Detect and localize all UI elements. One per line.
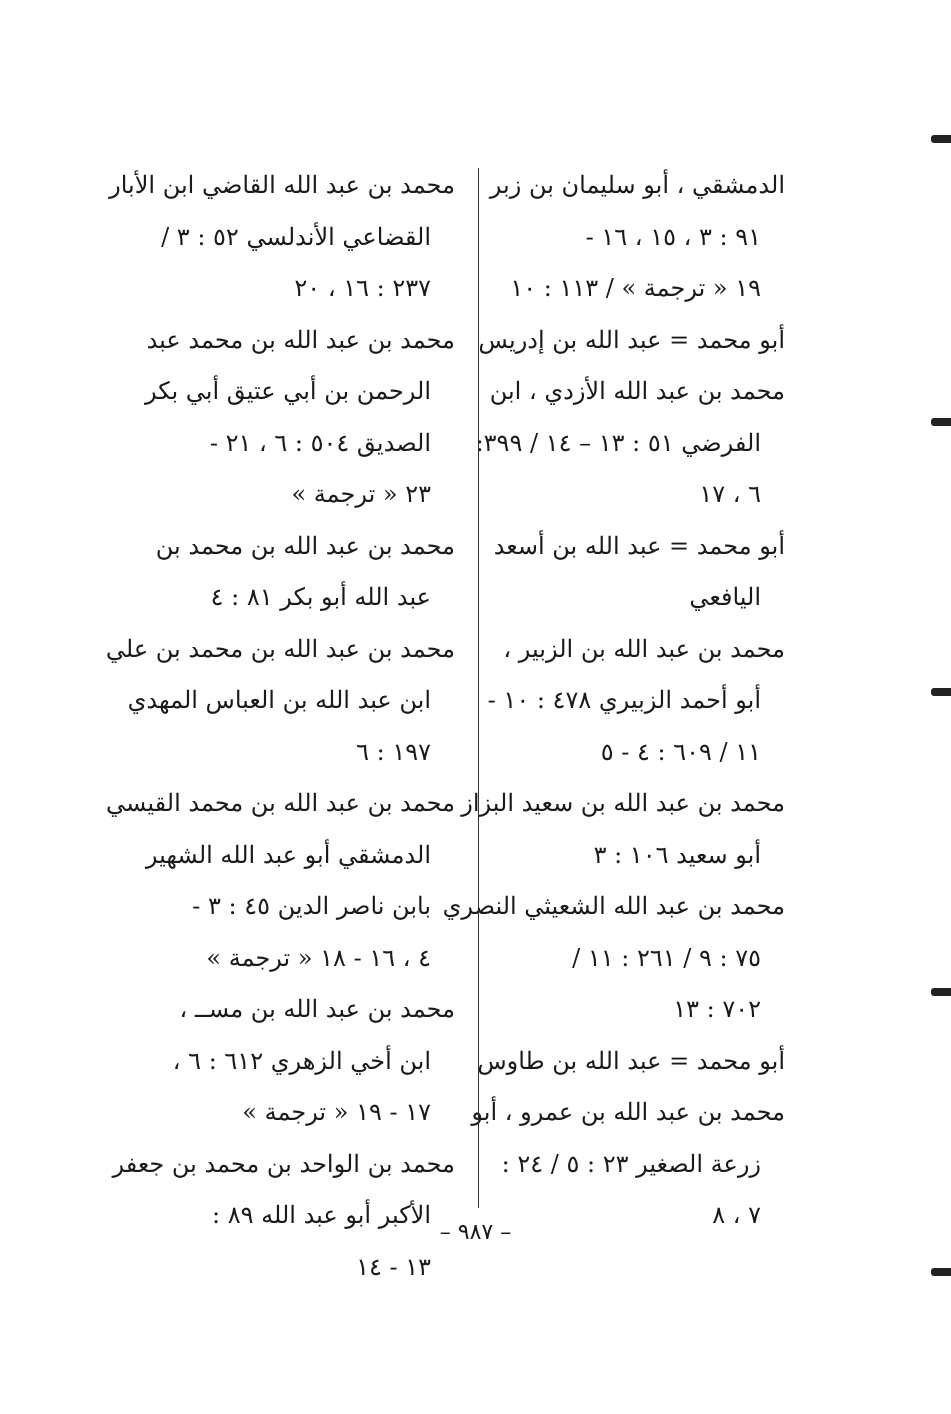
index-line: ١١ / ٦٠٩ : ٤ - ٥ [600, 737, 761, 766]
index-line: ٤ ، ١٦ - ١٨ « ترجمة » [206, 943, 431, 972]
scan-edge-mark [931, 688, 951, 696]
index-line: ٢٣٧ : ١٦ ، ٢٠ [294, 274, 431, 302]
index-line: محمد بن عبد الله بن محمد عبد [146, 325, 455, 354]
page-number: – ٩٨٧ – [439, 1220, 512, 1245]
index-line: محمد بن عبد الله بن محمد بن علي [105, 634, 455, 663]
index-line: أبو محمد = عبد الله بن طاوس [477, 1046, 785, 1075]
index-line: محمد بن عبد الله بن محمد بن [155, 531, 455, 560]
index-column-left [105, 160, 455, 1293]
index-line: اليافعي [689, 583, 761, 611]
index-line: زرعة الصغير ٢٣ : ٥ / ٢٤ : [501, 1149, 761, 1178]
index-line: محمد بن عبد الله بن محمد القيسي [105, 789, 455, 817]
index-line: أبو سعيد ١٠٦ : ٣ [593, 840, 761, 869]
index-line: بابن ناصر الدين ٤٥ : ٣ - [192, 892, 431, 920]
index-line: أبو أحمد الزبيري ٤٧٨ : ١٠ - [487, 686, 761, 714]
index-line: الدمشقي ، أبو سليمان بن زبر [489, 171, 785, 199]
index-line: الأكبر أبو عبد الله ٨٩ : [212, 1201, 431, 1229]
index-line: محمد بن عبد الله القاضي ابن الأبار [109, 171, 455, 199]
index-line: ١٩٧ : ٦ [356, 737, 431, 766]
index-line: عبد الله أبو بكر ٨١ : ٤ [210, 583, 431, 611]
index-line: محمد بن الواحد بن محمد بن جعفر [112, 1149, 455, 1178]
scan-edge-mark [931, 135, 951, 143]
index-line: الدمشقي أبو عبد الله الشهير [145, 840, 431, 869]
index-line: القضاعي الأندلسي ٥٢ : ٣ / [161, 222, 431, 251]
index-line: ٧ ، ٨ [712, 1201, 761, 1229]
index-line: الصديق ٥٠٤ : ٦ ، ٢١ - [209, 428, 431, 457]
scan-edge-mark [931, 1268, 951, 1276]
index-line: ٢٣ « ترجمة » [291, 480, 431, 508]
index-line: أبو محمد = عبد الله بن إدريس [478, 325, 785, 354]
index-line: أبو محمد = عبد الله بن أسعد [493, 531, 785, 560]
index-line: محمد بن عبد الله بن عمرو ، أبو [471, 1098, 785, 1126]
column-divider [478, 168, 479, 1208]
index-line: محمد بن عبد الله بن الزبير ، [503, 634, 785, 663]
index-line: محمد بن عبد الله بن مسـ‍ـ‍ ، [179, 995, 455, 1023]
index-line: ابن عبد الله بن العباس المهدي [127, 686, 431, 714]
index-line: ٦ ، ١٧ [699, 480, 761, 508]
scan-edge-mark [931, 988, 951, 996]
scan-edge-mark [931, 418, 951, 426]
index-line: الفرضي ٥١ : ١٣ – ١٤ / ٣٩٩: [475, 428, 761, 457]
index-line: ٧٥ : ٩ / ٢٦١ : ١١ / [572, 943, 761, 972]
index-line: ١٧ - ١٩ « ترجمة » [242, 1098, 431, 1126]
index-line: ١٩ « ترجمة » / ١١٣ : ١٠ [510, 274, 761, 302]
index-line: محمد بن عبد الله الأزدي ، ابن [489, 377, 785, 405]
index-line: محمد بن عبد الله بن سعيد البزاز [461, 789, 785, 817]
index-line: ٩١ : ٣ ، ١٥ ، ١٦ - [585, 222, 761, 251]
index-line: ١٣ - ١٤ [356, 1252, 431, 1281]
index-line: الرحمن بن أبي عتيق أبي بكر [145, 377, 431, 405]
index-line: ابن أخي الزهري ٦١٢ : ٦ ، [172, 1046, 431, 1075]
index-line: ٧٠٢ : ١٣ [673, 995, 761, 1023]
index-line: محمد بن عبد الله الشعيثي النصري [442, 892, 785, 920]
